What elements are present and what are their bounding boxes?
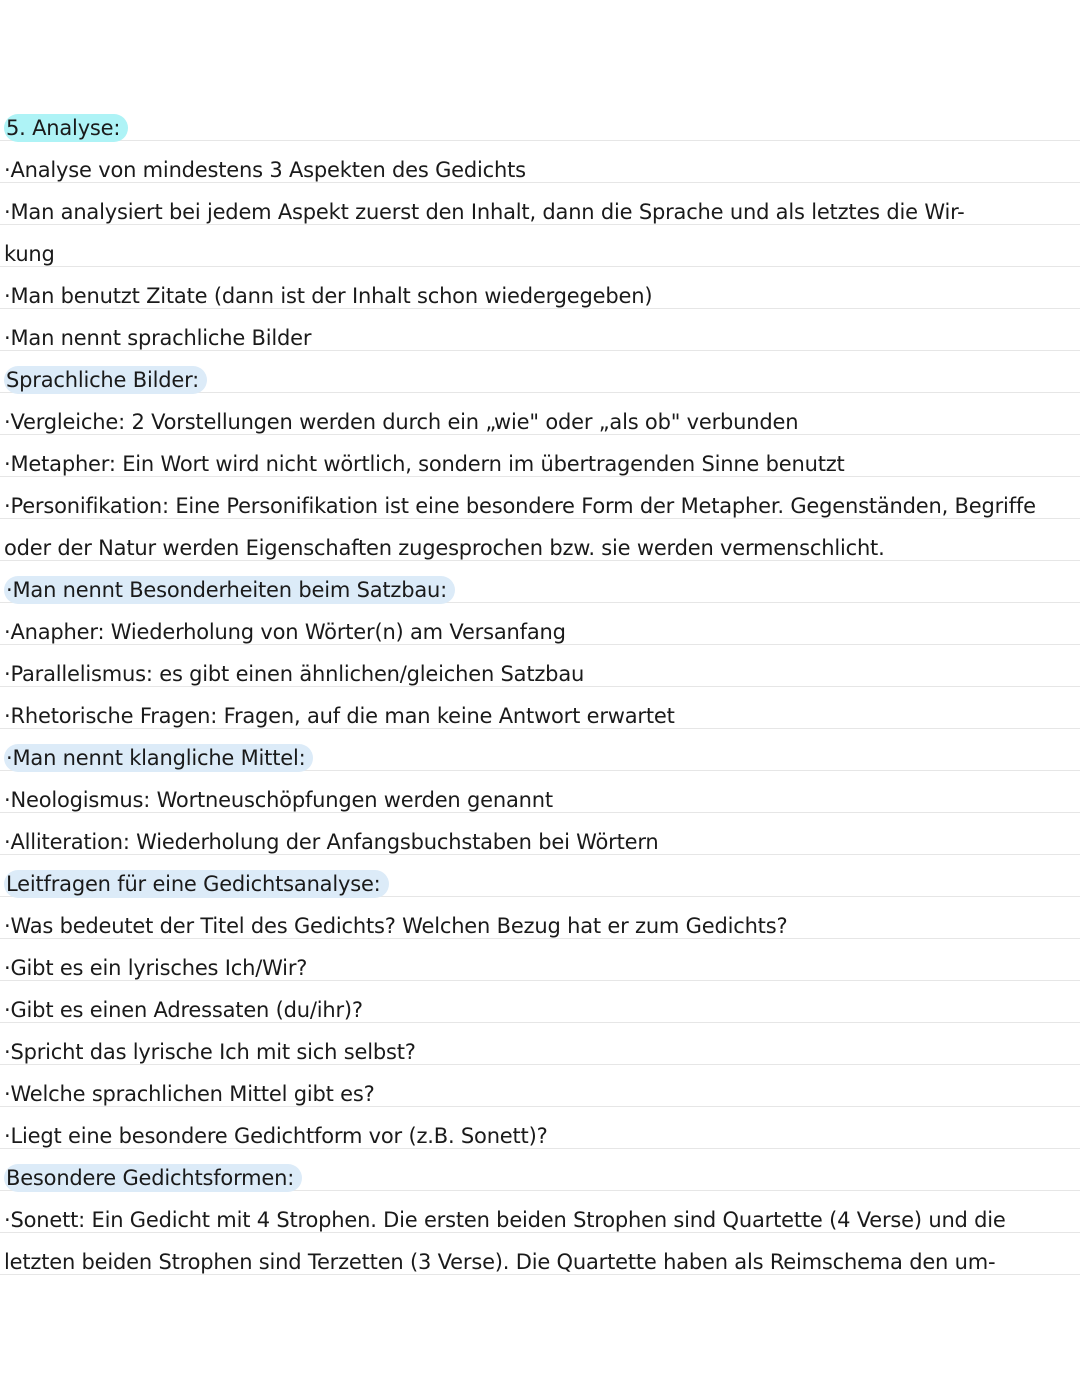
note-line: ·Neologismus: Wortneuschöpfungen werden genannt — [4, 788, 553, 812]
subheading-leitfragen: Leitfragen für eine Gedichtsanalyse: — [4, 870, 1076, 898]
note-line: letzten beiden Strophen sind Terzetten (3 Verse). Die Quartette haben als Reimschema den um- — [4, 1250, 996, 1274]
note-line: ·Man analysiert bei jedem Aspekt zuerst den Inhalt, dann die Sprache und als letztes die Wir- — [4, 200, 965, 224]
note-line: kung — [4, 242, 55, 266]
section-heading-analyse: 5. Analyse: — [4, 114, 1076, 142]
note-line: ·Alliteration: Wiederholung der Anfangsbuchstaben bei Wörtern — [4, 830, 659, 854]
note-line: ·Was bedeutet der Titel des Gedichts? Welchen Bezug hat er zum Gedichts? — [4, 914, 788, 938]
subheading-satzbau: ·Man nennt Besonderheiten beim Satzbau: — [4, 576, 1076, 604]
note-line: ·Sonett: Ein Gedicht mit 4 Strophen. Die ersten beiden Strophen sind Quartette (4 Verse) und die — [4, 1208, 1006, 1232]
note-line: ·Metapher: Ein Wort wird nicht wörtlich, sondern im übertragenden Sinne benutzt — [4, 452, 845, 476]
note-line: ·Parallelismus: es gibt einen ähnlichen/gleichen Satzbau — [4, 662, 585, 686]
note-line: ·Analyse von mindestens 3 Aspekten des Gedichts — [4, 158, 526, 182]
note-line: ·Personifikation: Eine Personifikation ist eine besondere Form der Metapher. Gegenständen, Begriffe — [4, 494, 1036, 518]
subheading-gedichtsformen: Besondere Gedichtsformen: — [4, 1164, 1076, 1192]
subheading-sprachliche-bilder: Sprachliche Bilder: — [4, 366, 1076, 394]
note-line: ·Anapher: Wiederholung von Wörter(n) am Versanfang — [4, 620, 566, 644]
note-line: ·Spricht das lyrische Ich mit sich selbst? — [4, 1040, 416, 1064]
note-line: ·Man nennt sprachliche Bilder — [4, 326, 312, 350]
note-line: ·Gibt es ein lyrisches Ich/Wir? — [4, 956, 308, 980]
note-line: oder der Natur werden Eigenschaften zugesprochen bzw. sie werden vermenschlicht. — [4, 536, 885, 560]
note-line: ·Liegt eine besondere Gedichtform vor (z.B. Sonett)? — [4, 1124, 548, 1148]
subheading-klangliche-mittel: ·Man nennt klangliche Mittel: — [4, 744, 1076, 772]
note-line: ·Welche sprachlichen Mittel gibt es? — [4, 1082, 375, 1106]
note-line: ·Rhetorische Fragen: Fragen, auf die man keine Antwort erwartet — [4, 704, 675, 728]
note-line: ·Man benutzt Zitate (dann ist der Inhalt schon wiedergegeben) — [4, 284, 653, 308]
note-line: ·Gibt es einen Adressaten (du/ihr)? — [4, 998, 363, 1022]
note-line: ·Vergleiche: 2 Vorstellungen werden durch ein „wie" oder „als ob" verbunden — [4, 410, 799, 434]
